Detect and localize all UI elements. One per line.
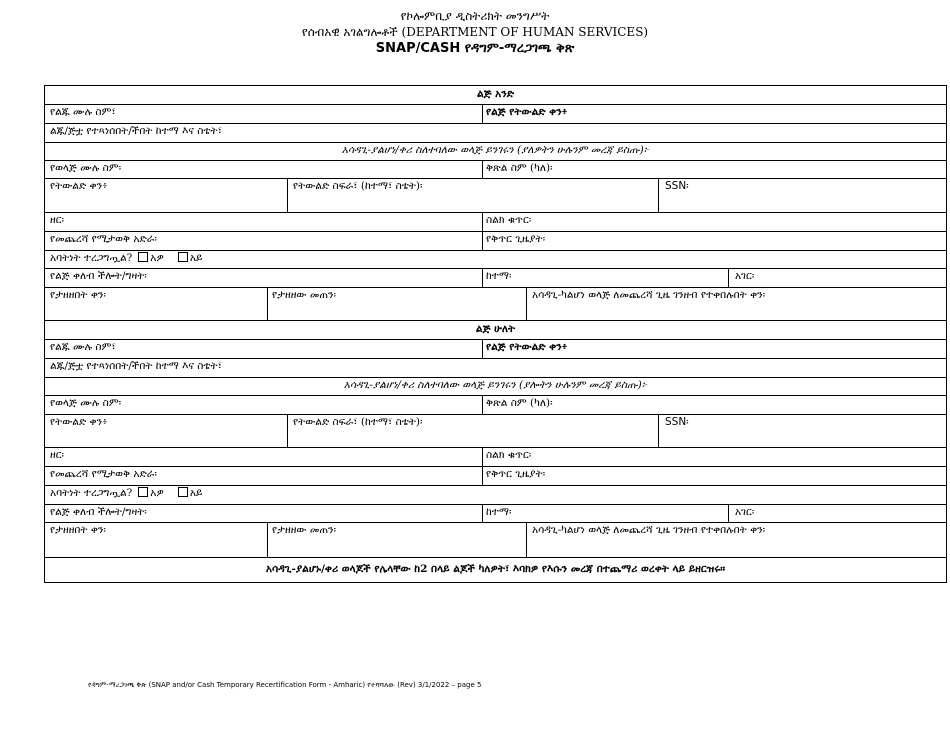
child-two-title: ልጅ ሁለት	[475, 323, 516, 335]
child2-paternity-yes-label: አዎ	[150, 487, 164, 499]
child2-school-field[interactable]: ልጁ/ጅቷ የተጻነሰበት/ችበት ከተማ እና ስቴት፣	[50, 360, 222, 372]
child2-name-field[interactable]: የልጁ ሙሉ ስም፣	[50, 341, 116, 353]
child2-ssn-field[interactable]: SSN፡	[665, 416, 689, 428]
child1-parent-dob-field[interactable]: የትውልድ ቀን፥	[50, 180, 108, 192]
child2-parent-dob-field[interactable]: የትውልድ ቀን፥	[50, 416, 108, 428]
child2-birthplace-field[interactable]: የትውልድ ስፍራ፣ (ከተማ፣ ስቴት)፡	[293, 416, 423, 428]
child2-order-amount-field[interactable]: የታዘዘው መጠን፡	[272, 524, 337, 536]
child2-dob-field[interactable]: የልጅ የትውልድ ቀን፥	[486, 341, 568, 353]
child2-absent-parent-note: አሳዳጊ-ያልሆነ/ቀሪ ስለተባለው ወላጅ ይንገሩን (ያሎትን ሁሉንም መረጃ ይስጡ)፦	[343, 379, 648, 391]
child1-parent-name-field[interactable]: የወላጅ ሙሉ ስም፡	[50, 162, 122, 174]
child2-parent-name-field[interactable]: የወላጅ ሙሉ ስም፡	[50, 397, 122, 409]
child1-race-field[interactable]: ዘር፡	[50, 214, 64, 226]
child2-employment-field[interactable]: የቅጥር ጊዜያት፡	[486, 468, 546, 480]
child-info-form	[44, 85, 947, 583]
child2-race-field[interactable]: ዘር፡	[50, 449, 64, 461]
child2-support-court-field[interactable]: የልጅ ቀለብ ችሎት/ግዛት፡	[50, 506, 147, 518]
child2-country-field[interactable]: አገር፡	[735, 506, 755, 518]
child1-paternity-no-label: አይ	[189, 252, 203, 264]
child2-order-date-field[interactable]: የታዘዘበት ቀን፡	[50, 524, 106, 536]
child1-country-field[interactable]: አገር፡	[735, 270, 755, 282]
form-title: SNAP/CASH የዳግም-ማረጋገጫ ቅጽ	[375, 41, 575, 56]
child2-last-payment-field[interactable]: አሳዳጊ-ካልሆነ ወላጅ ለመጨረሻ ጊዜ ገንዘብ የተቀበሉበት ቀን፡	[532, 524, 766, 536]
child1-last-payment-field[interactable]: አሳዳጊ-ካልሆነ ወላጅ ለመጨረሻ ጊዜ ገንዘብ የተቀበሉበት ቀን፡	[532, 289, 766, 301]
child1-address-field[interactable]: የመጨረሻ የሚታወቅ አድራ፡	[50, 233, 157, 245]
child2-nickname-field[interactable]: ቅጽል ስም (ካለ)፡	[486, 397, 553, 409]
child1-ssn-field[interactable]: SSN፡	[665, 180, 689, 192]
child1-paternity-no-checkbox[interactable]	[178, 252, 188, 262]
child1-support-court-field[interactable]: የልጅ ቀለብ ችሎት/ግዛት፡	[50, 270, 147, 282]
child1-order-date-field[interactable]: የታዘዘበት ቀን፡	[50, 289, 106, 301]
child2-paternity-question	[50, 487, 202, 500]
child1-paternity-yes-checkbox[interactable]	[138, 252, 148, 262]
child2-paternity-no-label: አይ	[189, 487, 203, 499]
child1-paternity-label: አባትነት ተረጋግጧል?	[50, 252, 133, 264]
child1-order-amount-field[interactable]: የታዘዘው መጠን፡	[272, 289, 337, 301]
child1-city-field[interactable]: ከተማ፡	[486, 270, 512, 282]
child1-paternity-question	[50, 252, 202, 265]
child-one-title: ልጅ አንድ	[476, 88, 515, 100]
child1-paternity-yes-label: አዎ	[150, 252, 164, 264]
child1-nickname-field[interactable]: ቅጽል ስም (ካለ)፡	[486, 162, 553, 174]
child1-employment-field[interactable]: የቅጥር ጊዜያት፡	[486, 233, 546, 245]
child1-phone-field[interactable]: ስልክ ቁጥር፡	[486, 214, 532, 226]
page-footer: የዳግም-ማረጋገጫ ቅጽ (SNAP and/or Cash Temporary Recertification Form - Amharic) የተሻሻለው (Rev) 3/1/2022 – page 5	[88, 681, 482, 689]
additional-children-note: አሳዳጊ-ያልሆኑ/ቀሪ ወላጆች የሌላቸው ከ2 በላይ ልጆች ካለዎት፣ እባክዎ የእሱን መረጃ በተጨማሪ ወረቀት ላይ ይዘርዝሩ።	[265, 563, 726, 575]
child2-paternity-yes-checkbox[interactable]	[138, 487, 148, 497]
child2-city-field[interactable]: ከተማ፡	[486, 506, 512, 518]
child2-address-field[interactable]: የመጨረሻ የሚታወቅ አድራ፡	[50, 468, 157, 480]
child2-paternity-no-checkbox[interactable]	[178, 487, 188, 497]
agency-name: የኮሎምቢያ ዲስትሪክት መንግሥት	[400, 9, 550, 23]
child1-dob-field[interactable]: የልጅ የትውልድ ቀን፥	[486, 106, 568, 118]
child1-school-field[interactable]: ልጁ/ጅቷ የተጻነሰበት/ችበት ከተማ እና ስቴት፣	[50, 125, 222, 137]
child1-birthplace-field[interactable]: የትውልድ ስፍራ፣ (ከተማ፣ ስቴት)፡	[293, 180, 423, 192]
child1-name-field[interactable]: የልጁ ሙሉ ስም፣	[50, 106, 116, 118]
child2-paternity-label: አባትነት ተረጋግጧል?	[50, 487, 133, 499]
child2-phone-field[interactable]: ስልክ ቁጥር፡	[486, 449, 532, 461]
child1-absent-parent-note: አሳዳጊ-ያልሆነ/ቀሪ ስለተባለው ወላጅ ይንገሩን (ያለዎትን ሁሉንም መረጃ ይስጡ)፦	[341, 144, 650, 156]
department-name: የሰብአዊ አገልግሎቶች (DEPARTMENT OF HUMAN SERVICES)	[301, 25, 649, 39]
